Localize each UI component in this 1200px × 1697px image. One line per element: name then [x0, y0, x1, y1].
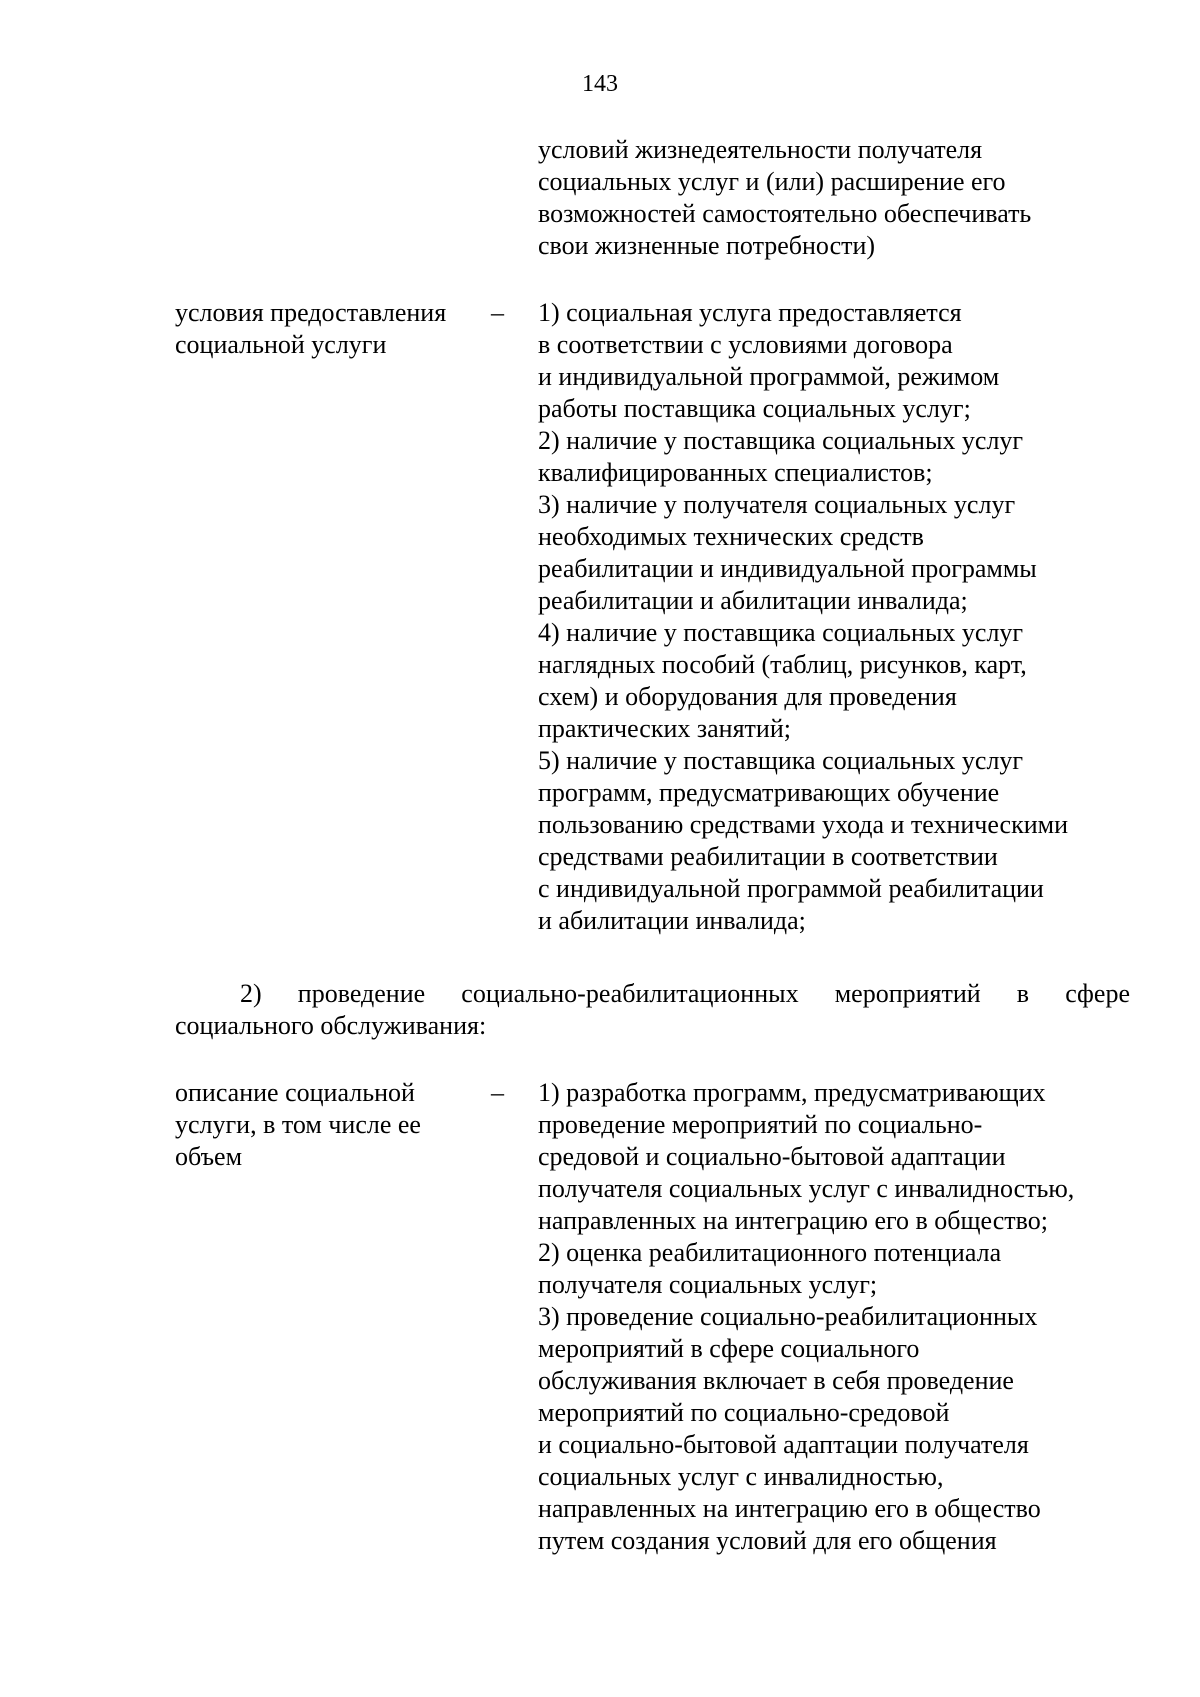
text-line: и абилитации инвалида;	[538, 906, 806, 935]
row-label-line: социальной услуги	[175, 330, 387, 359]
text-line: реабилитации и абилитации инвалида;	[538, 586, 968, 615]
dash-separator: –	[491, 298, 504, 327]
paragraph-line: 2) проведение социально-реабилитационных мероприятий в сфере	[240, 979, 1130, 1008]
text-line: 1) социальная услуга предоставляется	[538, 298, 962, 327]
text-line: свои жизненные потребности)	[538, 231, 876, 260]
text-line: путем создания условий для его общения	[538, 1526, 997, 1555]
row-label-line: условия предоставления	[175, 298, 447, 327]
text-line: 1) разработка программ, предусматривающих	[538, 1078, 1046, 1107]
text-line: условий жизнедеятельности получателя	[538, 135, 983, 164]
text-line: 3) проведение социально-реабилитационных	[538, 1302, 1038, 1331]
text-line: необходимых технических средств	[538, 522, 924, 551]
row-label-line: услуги, в том числе ее	[175, 1110, 421, 1139]
text-line: квалифицированных специалистов;	[538, 458, 933, 487]
row-label-line: объем	[175, 1142, 243, 1171]
text-line: мероприятий по социально-средовой	[538, 1398, 950, 1427]
text-line: направленных на интеграцию его в общество;	[538, 1206, 1048, 1235]
text-line: с индивидуальной программой реабилитации	[538, 874, 1044, 903]
text-line: и социально-бытовой адаптации получателя	[538, 1430, 1029, 1459]
text-line: наглядных пособий (таблиц, рисунков, карт,	[538, 650, 1027, 679]
text-line: средовой и социально-бытовой адаптации	[538, 1142, 1006, 1171]
text-line: получателя социальных услуг с инвалидностью,	[538, 1174, 1075, 1203]
page-number: 143	[582, 71, 618, 97]
text-line: практических занятий;	[538, 714, 791, 743]
text-line: 2) наличие у поставщика социальных услуг	[538, 426, 1024, 455]
text-line: социальных услуг и (или) расширение его	[538, 167, 1006, 196]
text-line: направленных на интеграцию его в общество	[538, 1494, 1041, 1523]
dash-separator: –	[491, 1078, 504, 1107]
text-line: пользованию средствами ухода и техническими	[538, 810, 1069, 839]
text-line: 3) наличие у получателя социальных услуг	[538, 490, 1016, 519]
text-line: возможностей самостоятельно обеспечивать	[538, 199, 1032, 228]
text-line: реабилитации и индивидуальной программы	[538, 554, 1037, 583]
text-line: 4) наличие у поставщика социальных услуг	[538, 618, 1024, 647]
text-line: обслуживания включает в себя проведение	[538, 1366, 1014, 1395]
text-line: в соответствии с условиями договора	[538, 330, 953, 359]
text-line: проведение мероприятий по социально-	[538, 1110, 983, 1139]
text-line: 5) наличие у поставщика социальных услуг	[538, 746, 1024, 775]
text-line: получателя социальных услуг;	[538, 1270, 878, 1299]
text-line: программ, предусматривающих обучение	[538, 778, 1000, 807]
row-label-line: описание социальной	[175, 1078, 415, 1107]
text-line: мероприятий в сфере социального	[538, 1334, 920, 1363]
text-line: работы поставщика социальных услуг;	[538, 394, 971, 423]
paragraph-line: социального обслуживания:	[175, 1011, 487, 1040]
text-line: социальных услуг с инвалидностью,	[538, 1462, 944, 1491]
text-line: 2) оценка реабилитационного потенциала	[538, 1238, 1002, 1267]
text-line: схем) и оборудования для проведения	[538, 682, 957, 711]
text-line: и индивидуальной программой, режимом	[538, 362, 1000, 391]
text-line: средствами реабилитации в соответствии	[538, 842, 998, 871]
